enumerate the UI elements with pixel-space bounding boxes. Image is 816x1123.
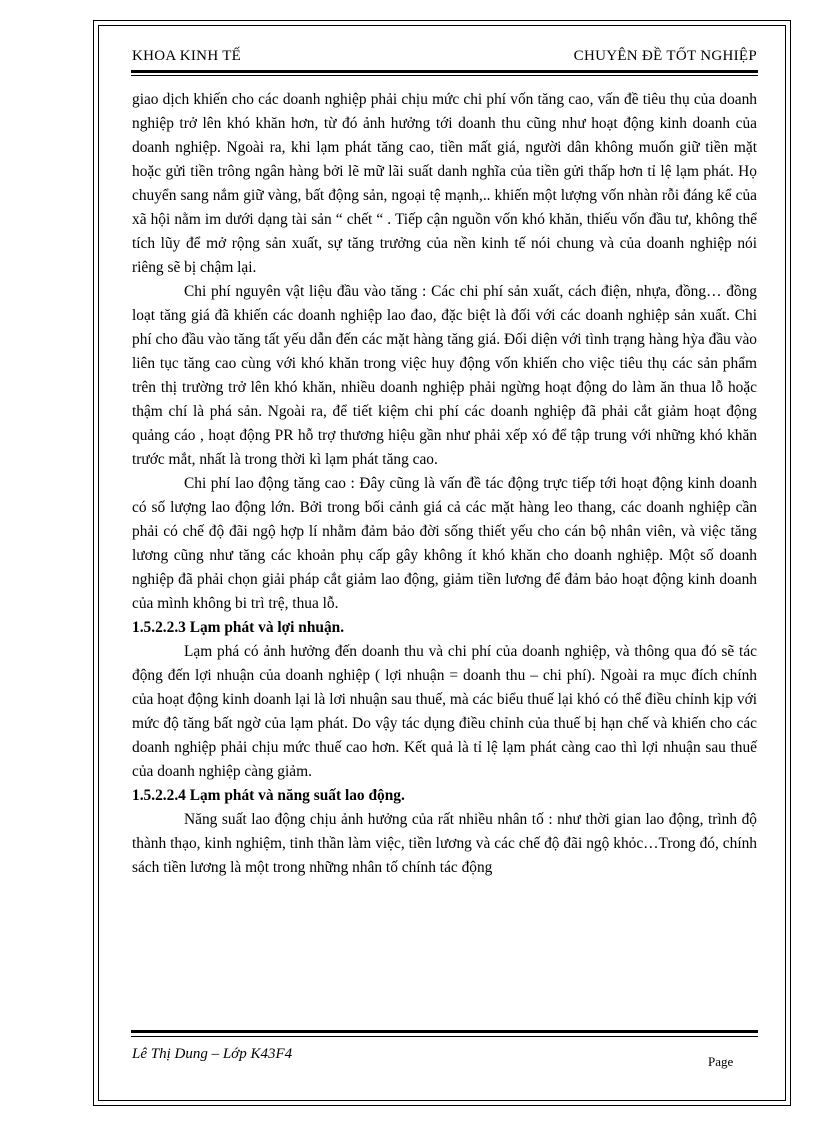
paragraph-material-cost: Chi phí nguyên vật liệu đầu vào tăng : Các chi phí sản xuất, cách điện, nhựa, đồng… đồng loạt tăng giá đã khiến các doanh nghiệp lao đao, đặc biệt là đối với các doanh nghiệp sản xuất. Chi phí cho đầu vào tăng tất yếu dẫn đến các mặt hàng tăng giá. Đối diện với tình trạng hàng hỳa đầu vào liên tục tăng cao cùng với khó khăn trong việc huy động vốn khiến cho việc tiêu thụ các sản phẩm trên thị trường trở lên khó khăn, nhiều doanh nghiệp phải ngừng hoạt động do làm ăn thua lỗ hoặc thậm chí là phá sản. Ngoài ra, để tiết kiệm chi phí các doanh nghiệp đã phải cắt giảm hoạt động quảng cáo , hoạt động PR hỗ trợ thương hiệu gần như phải xếp xó để tập trung với những khó khăn trước mắt, nhất là trong thời kì lạm phát tăng cao.: [132, 283, 757, 468]
footer-rule-thick: [131, 1030, 758, 1033]
document-body: [132, 88, 757, 880]
paragraph-capital-cost: giao dịch khiến cho các doanh nghiệp phải chịu mức chi phí vốn tăng cao, vấn đề tiêu thụ của doanh nghiệp trở lên khó khăn hơn, từ đó ảnh hưởng tới doanh thu cũng như hoạt động kinh doanh của doanh nghiệp. Ngoài ra, khi lạm phát tăng cao, tiền mất giá, người dân không muốn giữ tiền mặt hoặc gửi tiền trông ngân hàng bởi lẽ mữ lãi suất danh nghĩa của tiền gửi thấp hơn tỉ lệ lạm phát. Họ chuyển sang nắm giữ vàng, bất động sản, ngoại tệ mạnh,.. khiến một lượng vốn nhàn rỗi đáng kể của xã hội nằm im dưới dạng tài sản “ chết “ . Tiếp cận nguồn vốn khó khăn, thiếu vốn đầu tư, không thể tích lũy để mở rộng sản xuất, sự tăng trưởng của nền kinh tế nói chung và của doanh nghiệp nói riêng sẽ bị chậm lại.: [132, 91, 757, 276]
footer-page-label: Page: [708, 1054, 734, 1069]
footer-author: Lê Thị Dung – Lớp K43F4: [132, 1046, 293, 1062]
header-thesis-title: CHUYÊN ĐỀ TỐT NGHIỆP: [573, 48, 757, 64]
header-rule-thick: [131, 70, 758, 73]
footer-rule-thin: [131, 1036, 758, 1037]
paragraph-labor-cost: Chi phí lao động tăng cao : Đây cũng là vấn đề tác động trực tiếp tới hoạt động kinh doanh có số lượng lao động lớn. Bởi trong bối cảnh giá cả các mặt hàng leo thang, các doanh nghiệp cần phải có chế độ đãi ngộ hợp lí nhằm đảm bảo đời sống thiết yếu cho cán bộ nhân viên, và việc tăng lương cũng như tăng các khoản phụ cấp gây không ít khó khăn cho doanh nghiệp. Một số doanh nghiệp đã phải chọn giải pháp cắt giảm lao động, giảm tiền lương để đảm bảo hoạt động kinh doanh của mình không bi trì trệ, thua lỗ.: [132, 475, 757, 612]
header-faculty: KHOA KINH TẾ: [132, 48, 242, 64]
paragraph-profit: Lạm phá có ảnh hưởng đến doanh thu và chi phí của doanh nghiệp, và thông qua đó sẽ tác động đến lợi nhuận của doanh nghiệp ( lợi nhuận = doanh thu – chi phí). Ngoài ra mục đích chính của hoạt động kinh doanh lại là lơi nhuận sau thuế, mà các biểu thuế lại khó có thể điều chỉnh kịp với mức độ tăng bất ngờ của lạm phát. Do vậy tác dụng điều chỉnh của thuế bị hạn chế và khiến cho các doanh nghiệp phải chịu mức thuế cao hơn. Kết quả là tỉ lệ lạm phát càng cao thì lợi nhuận sau thuế của doanh nghiệp càng giảm.: [132, 643, 757, 780]
paragraph-productivity: Năng suất lao động chịu ảnh hưởng của rất nhiều nhân tố : như thời gian lao động, trình độ thành thạo, kinh nghiệm, tinh thần làm việc, tiền lương và các chế độ đãi ngộ khỏc…Trong đó, chính sách tiền lương là một trong những nhân tố chính tác động: [132, 811, 757, 876]
header-rule-thin: [131, 75, 758, 76]
section-heading-profit: 1.5.2.2.3 Lạm phát và lợi nhuận.: [132, 619, 345, 636]
section-heading-productivity: 1.5.2.2.4 Lạm phát và năng suất lao động.: [132, 787, 405, 804]
page-header: [132, 48, 757, 70]
